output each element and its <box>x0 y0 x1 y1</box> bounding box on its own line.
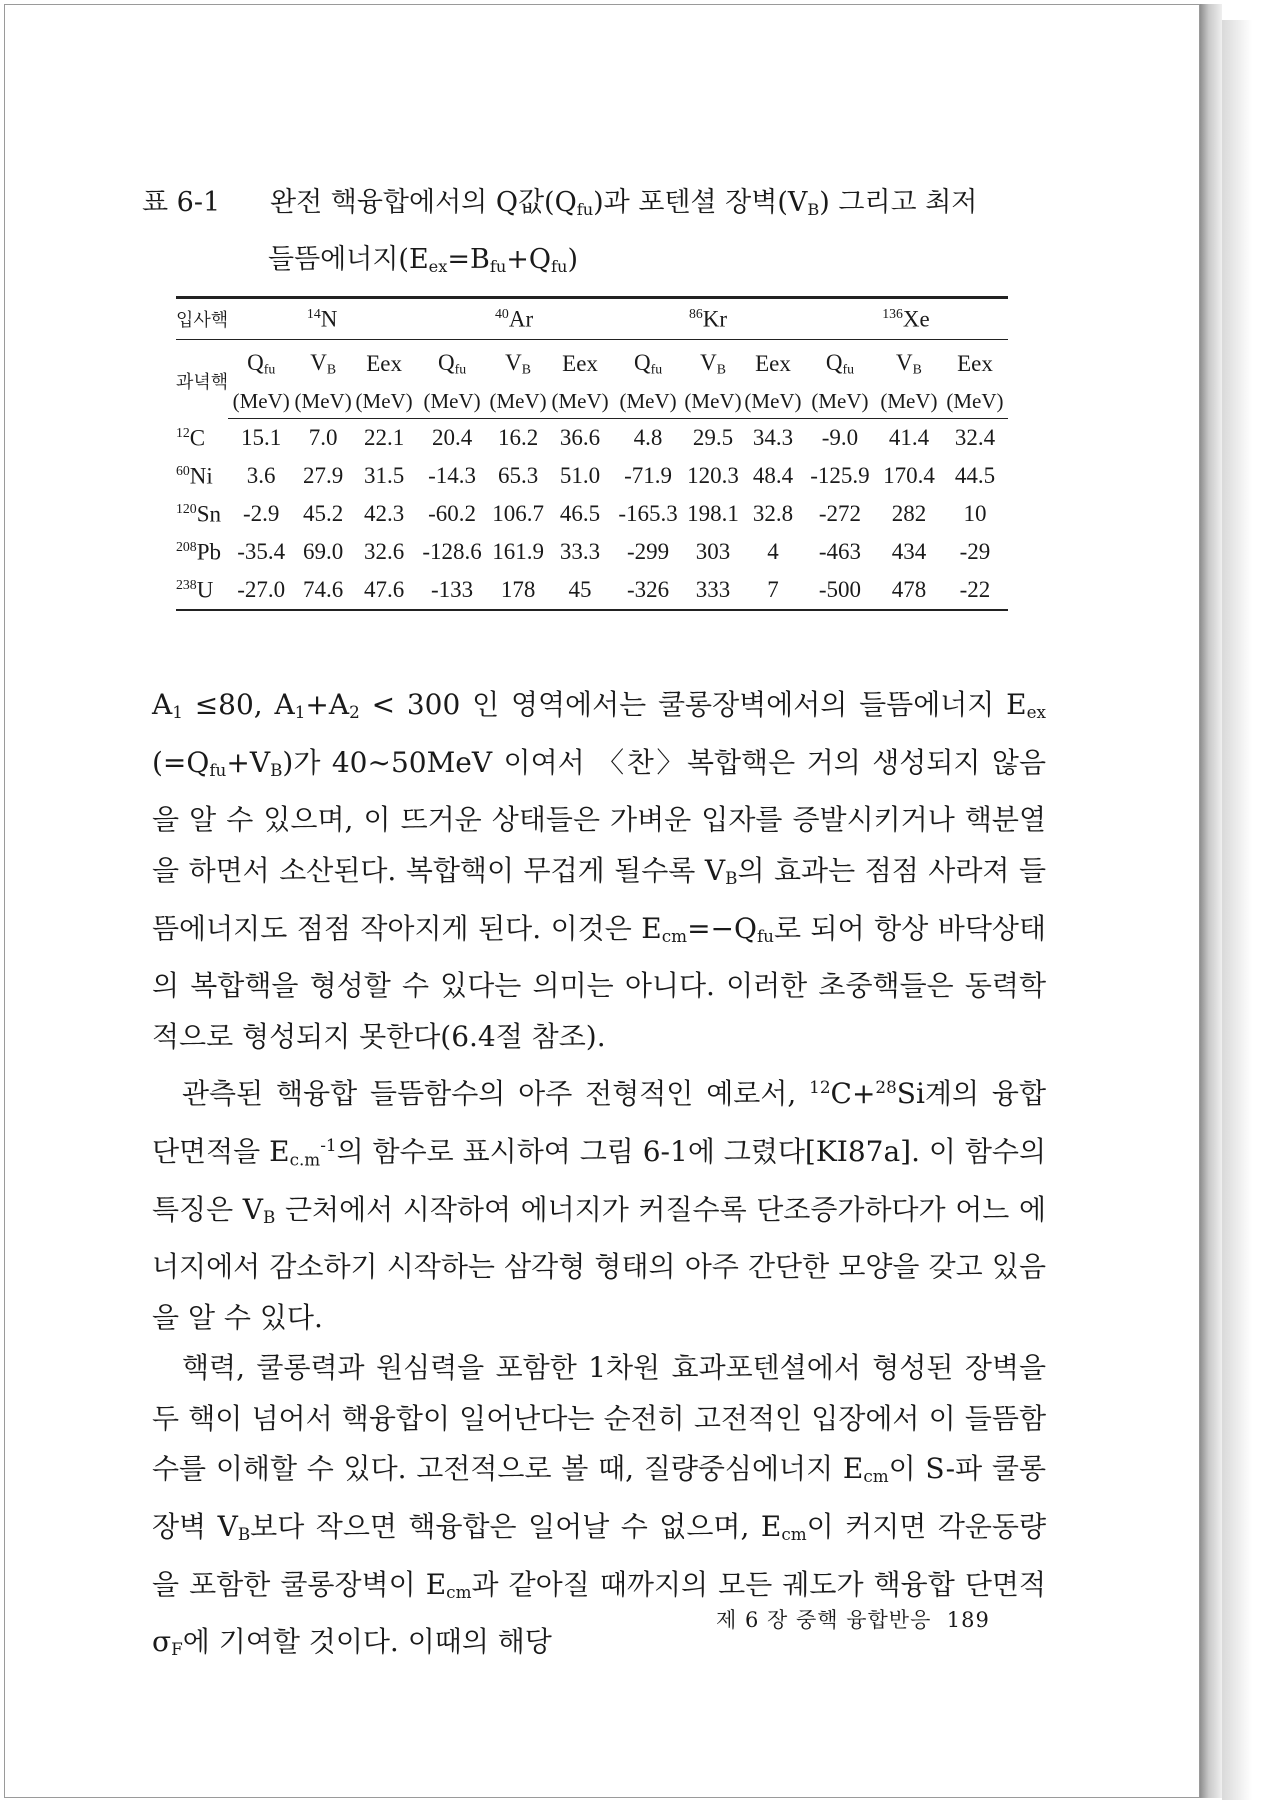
eex-header: Eex <box>742 340 804 385</box>
target-nucleus: $^{12}$C <box>176 424 206 450</box>
table-cell: 36.6 <box>559 425 601 450</box>
unit-label: (MeV) <box>876 384 942 419</box>
q-header: $Q_{fu}$ <box>416 340 488 385</box>
table-cell: 32.8 <box>752 501 794 526</box>
table-cell: 33.3 <box>559 539 601 564</box>
table-cell: 10 <box>963 501 987 526</box>
page-edge <box>1200 4 1222 1798</box>
caption-line-1: 표 6-1 완전 핵융합에서의 Q값$(Q_{fu})$과 포텐셜 장벽$(V_B)$ 그리고 최저 <box>142 178 1042 235</box>
table-cell: -133 <box>416 571 488 610</box>
quantity-header-row <box>176 340 1008 385</box>
unit-label: (MeV) <box>612 384 684 419</box>
table-cell: 65.3 <box>497 463 539 488</box>
table-row <box>176 495 1008 533</box>
unit-label: (MeV) <box>804 384 876 419</box>
target-label: 과녁핵 <box>176 340 228 419</box>
unit-label: (MeV) <box>352 384 416 419</box>
unit-label: (MeV) <box>294 384 352 419</box>
v-header: $V_B$ <box>684 340 742 385</box>
table-cell: -125.9 <box>810 463 870 488</box>
projectile-label: 입사핵 <box>176 298 228 340</box>
table-cell: 333 <box>684 571 742 610</box>
table-cell: -14.3 <box>428 463 477 488</box>
table-cell: 44.5 <box>954 463 996 488</box>
table-caption <box>142 178 1042 292</box>
table-cell: 7 <box>742 571 804 610</box>
table-cell: 20.4 <box>431 425 473 450</box>
eex-header: Eex <box>352 340 416 385</box>
eex-header: Eex <box>942 340 1008 385</box>
table-cell: 32.4 <box>954 425 996 450</box>
table-cell: 22.1 <box>363 425 405 450</box>
table-cell: 198.1 <box>687 501 739 526</box>
table-row <box>176 457 1008 495</box>
table-cell: 7.0 <box>308 425 338 450</box>
projectile-n: $^{14}$N <box>228 298 416 340</box>
v-header: $V_B$ <box>876 340 942 385</box>
table-cell: -35.4 <box>237 539 286 564</box>
v-header: $V_B$ <box>294 340 352 385</box>
table-cell: -500 <box>804 571 876 610</box>
projectile-header-row <box>176 298 1008 340</box>
table-cell: 31.5 <box>363 463 405 488</box>
table-row <box>176 533 1008 571</box>
projectile-xe: $^{136}$Xe <box>804 298 1008 340</box>
target-nucleus: $^{208}$Pb <box>176 538 221 565</box>
table-cell: -27.0 <box>228 571 294 610</box>
table-cell: 74.6 <box>294 571 352 610</box>
table-cell: 4 <box>767 539 779 564</box>
table-cell: -299 <box>626 539 670 564</box>
table-cell: 434 <box>891 539 927 564</box>
caption-line-2: 들뜸에너지$(E_{ex}=B_{fu}+Q_{fu})$ <box>268 244 578 277</box>
target-nucleus: $^{60}$Ni <box>176 462 213 489</box>
paragraph-1: $A_1 \le 80$, $A_1+A_2 < 300$ 인 영역에서는 쿨롱장벽에서의 들뜸에너지 $E_{ex}$ $(=Q_{fu}+V_B)$가 40∼50MeV 이여서 〈찬〉복합핵은 거의 생성되지 않음을 알 수 있으며, 이 뜨거운 상태들은 가벼운 입자를 증발시키거나 핵분열을 하면서 소산된다. 복합핵이 무겁게 될수록 $V_B$의 효과는 점점 사라져 들뜸에너지도 점점 작아지게 된다. 이것은 $E_{cm}=-Q_{fu}$로 되어 항상 바닥상태의 복합핵을 형성할 수 있다는 의미는 아니다. 이러한 초중핵들은 동력학적으로 형성되지 못한다(6.4절 참조). <box>152 688 1046 1053</box>
unit-label: (MeV) <box>942 384 1008 419</box>
page-number: 189 <box>946 1608 990 1632</box>
table-label: 표 6-1 <box>142 187 221 218</box>
table-cell: 282 <box>891 501 927 526</box>
unit-label: (MeV) <box>416 384 488 419</box>
unit-label: (MeV) <box>228 384 294 419</box>
table-cell: 48.4 <box>752 463 794 488</box>
table-cell: -272 <box>818 501 862 526</box>
v-header: $V_B$ <box>488 340 548 385</box>
target-nucleus: $^{120}$Sn <box>176 500 221 527</box>
table-cell: 45 <box>548 571 612 610</box>
projectile-kr: $^{86}$Kr <box>612 298 804 340</box>
table-cell: -71.9 <box>624 463 672 488</box>
table-cell: -463 <box>818 539 862 564</box>
table-cell: 161.9 <box>492 539 544 564</box>
table-cell: -2.9 <box>242 501 280 526</box>
table-cell: -22 <box>942 571 1008 610</box>
table-cell: 478 <box>876 571 942 610</box>
paragraph-3: 핵력, 쿨롱력과 원심력을 포함한 1차원 효과포텐셜에서 형성된 장벽을 두 핵이 넘어서 핵융합이 일어난다는 순전히 고전적인 입장에서 이 들뜸함수를 이해할 수 있다. 고전적으로 볼 때, 질량중심에너지 $E_{cm}$이 S-파 쿨롱장벽 $V_B$보다 작으면 핵융합은 일어날 수 없으며, $E_{cm}$이 커지면 각운동량을 포함한 쿨롱장벽이 $E_{cm}$과 같아질 때까지의 모든 궤도가 핵융합 단면적 $\sigma_F$에 기여할 것이다. 이때의 해당 <box>152 1351 1047 1660</box>
table-cell: 27.9 <box>303 463 344 488</box>
table-cell: 32.6 <box>363 539 405 564</box>
table-cell: 69.0 <box>303 539 344 564</box>
eex-header: Eex <box>548 340 612 385</box>
unit-label: (MeV) <box>488 384 548 419</box>
table-cell: -29 <box>959 539 991 564</box>
unit-header-row <box>176 384 1008 419</box>
projectile-ar: $^{40}$Ar <box>416 298 612 340</box>
table-cell: 303 <box>695 539 731 564</box>
page-shadow <box>1222 20 1252 1800</box>
table-cell: -165.3 <box>618 501 678 526</box>
table-cell: 46.5 <box>559 501 601 526</box>
unit-label: (MeV) <box>548 384 612 419</box>
unit-label: (MeV) <box>742 384 804 419</box>
paragraph-2: 관측된 핵융합 들뜸함수의 아주 전형적인 예로서, $^{12}$C+$^{28}$Si계의 융합 단면적을 $E_{c.m}^{-1}$의 함수로 표시하여 그림 6-1에 그렸다[KI87a]. 이 함수의 특징은 $V_B$ 근처에서 시작하여 에너지가 커질수록 단조증가하다가 어느 에너지에서 감소하기 시작하는 삼각형 형태의 아주 간단한 모양을 갖고 있음을 알 수 있다. <box>152 1077 1046 1334</box>
q-header: $Q_{fu}$ <box>804 340 876 385</box>
table-row <box>176 571 1008 610</box>
table-cell: 51.0 <box>559 463 601 488</box>
body-text <box>152 680 1046 1675</box>
unit-label: (MeV) <box>684 384 742 419</box>
table-cell: 15.1 <box>241 425 282 450</box>
table-cell: 3.6 <box>246 463 276 488</box>
table-cell: 170.4 <box>883 463 935 488</box>
table-cell: 178 <box>488 571 548 610</box>
table-cell: -326 <box>612 571 684 610</box>
chapter-title: 제 6 장 중핵 융합반응 <box>716 1608 932 1632</box>
fusion-data-table <box>176 296 1008 611</box>
table-cell: 4.8 <box>633 425 663 450</box>
table-cell: 42.3 <box>363 501 405 526</box>
target-nucleus: $^{238}$U <box>176 571 228 610</box>
table-cell: 106.7 <box>492 501 544 526</box>
table-cell: -128.6 <box>422 539 482 564</box>
page-footer <box>716 1604 990 1634</box>
q-header: $Q_{fu}$ <box>612 340 684 385</box>
table-cell: -60.2 <box>428 501 477 526</box>
table-cell: 120.3 <box>687 463 739 488</box>
table-row <box>176 419 1008 458</box>
table-cell: 34.3 <box>752 425 794 450</box>
table-cell: 47.6 <box>352 571 416 610</box>
table-body <box>176 419 1008 611</box>
q-header: $Q_{fu}$ <box>228 340 294 385</box>
table-cell: 29.5 <box>692 425 734 450</box>
table-cell: 16.2 <box>497 425 539 450</box>
table-cell: 41.4 <box>888 425 930 450</box>
table-cell: 45.2 <box>303 501 344 526</box>
table-cell: -9.0 <box>821 425 859 450</box>
